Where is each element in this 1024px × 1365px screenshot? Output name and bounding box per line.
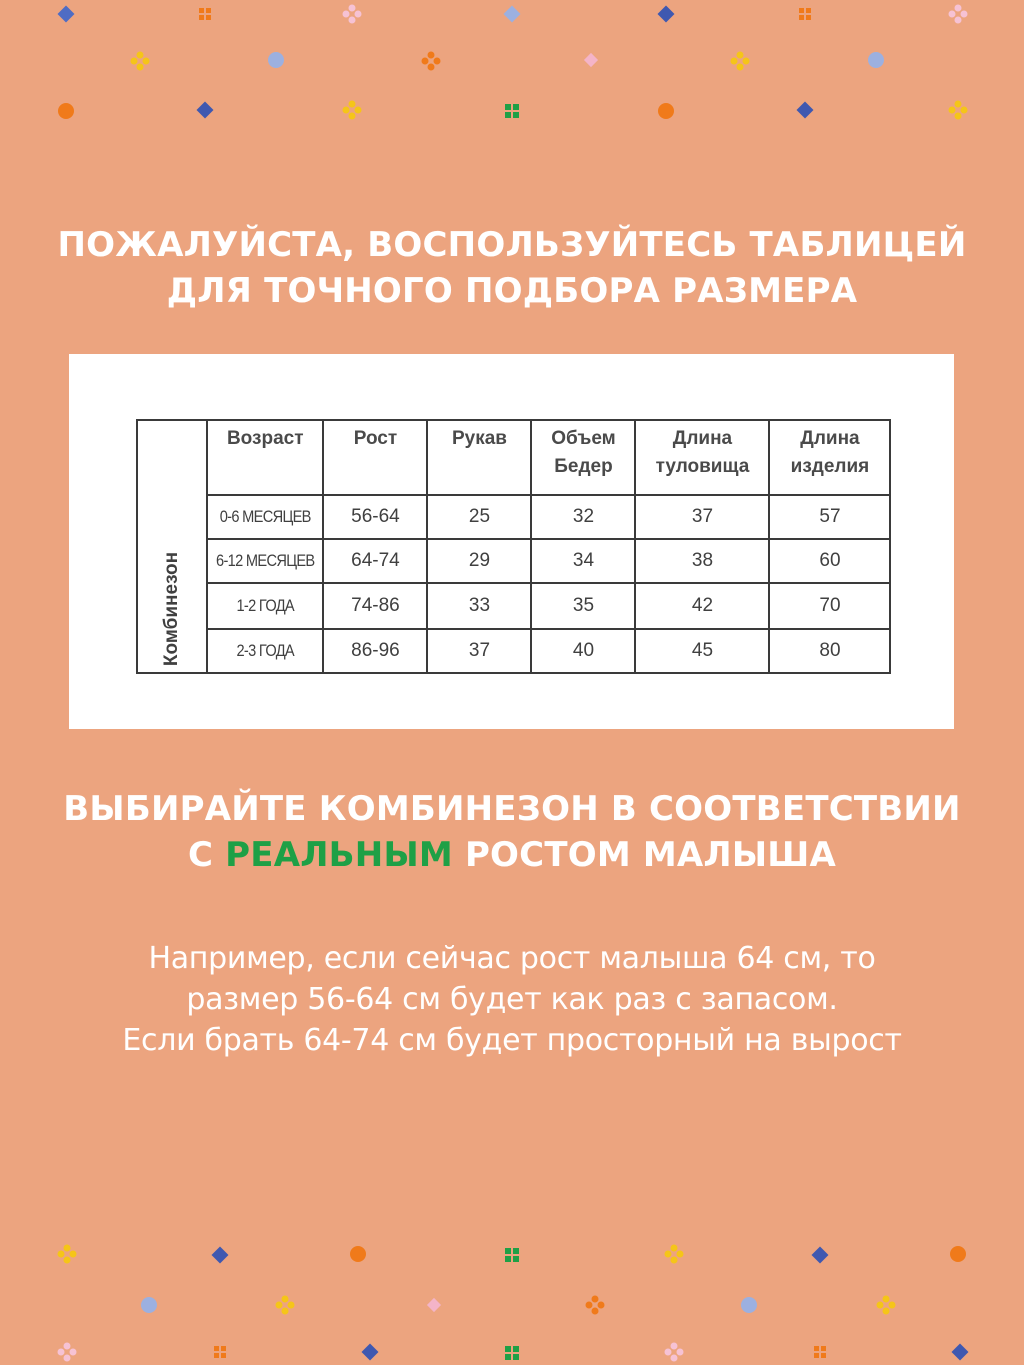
column-header-torso-length: Длина туловища: [635, 420, 769, 495]
bottom-decoration: [0, 1230, 1024, 1365]
sprinkle-cluster-icon: [131, 52, 968, 120]
sprinkle-diamond-icon: [58, 6, 814, 119]
table-cell: 57: [769, 495, 890, 539]
column-header-age: Возраст: [207, 420, 323, 495]
table-cell: 86-96: [323, 629, 427, 673]
table-cell: 32: [531, 495, 635, 539]
table-cell: 29: [427, 539, 531, 583]
sprinkle-cluster-icon: [58, 1245, 896, 1315]
top-headline: [0, 222, 1024, 314]
table-cell: 70: [769, 583, 890, 629]
example-note-line2: размер 56-64 см будет как раз с запасом.: [186, 982, 838, 1017]
example-note-line1: Например, если сейчас рост малыша 64 см, то: [148, 941, 876, 976]
top-headline-line1: ПОЖАЛУЙСТА, ВОСПОЛЬЗУЙТЕСЬ ТАБЛИЦЕЙ: [57, 225, 967, 265]
sprinkle-green-icon: [505, 104, 519, 118]
side-label-cell: [137, 420, 207, 673]
table-cell: 37: [635, 495, 769, 539]
table-cell: 33: [427, 583, 531, 629]
table-cell: 42: [635, 583, 769, 629]
bottom-headline-prefix: С: [187, 835, 226, 875]
table-cell: 74-86: [323, 583, 427, 629]
table-cell: 37: [427, 629, 531, 673]
table-row: [137, 629, 890, 673]
table-cell: 45: [635, 629, 769, 673]
column-header-height: Рост: [323, 420, 427, 495]
sprinkle-pink-cluster-icon: [343, 5, 968, 24]
column-header-hips: Объем Бедер: [531, 420, 635, 495]
bottom-headline: [0, 786, 1024, 878]
sprinkle-pink-cluster-icon: [58, 1343, 684, 1362]
table-cell: 56-64: [323, 495, 427, 539]
table-cell-age: 1-2 ГОДА: [215, 583, 315, 629]
top-decoration: [0, 0, 1024, 130]
table-cell: 60: [769, 539, 890, 583]
table-cell: 38: [635, 539, 769, 583]
table-row: [137, 495, 890, 539]
sprinkle-green-icon: [505, 1248, 519, 1360]
bottom-headline-accent: РЕАЛЬНЫМ: [225, 835, 453, 875]
sprinkle-orange-cluster-icon: [214, 1296, 826, 1359]
table-cell-age: 6-12 МЕСЯЦЕВ: [215, 539, 315, 583]
column-header-item-length: Длина изделия: [769, 420, 890, 495]
sprinkle-orange-cluster-icon: [199, 8, 811, 71]
sprinkle-diamond-icon: [212, 1247, 969, 1361]
column-header-sleeve: Рукав: [427, 420, 531, 495]
table-cell: 80: [769, 629, 890, 673]
table-cell-age: 2-3 ГОДА: [215, 629, 315, 673]
table-cell: 25: [427, 495, 531, 539]
side-label: Комбинезон: [161, 551, 182, 666]
table-cell-age: 0-6 МЕСЯЦЕВ: [215, 495, 315, 539]
table-header-row: [137, 420, 890, 495]
bottom-headline-suffix: РОСТОМ МАЛЫША: [452, 835, 837, 875]
bottom-headline-line1: ВЫБИРАЙТЕ КОМБИНЕЗОН В СООТВЕТСТВИИ: [63, 789, 961, 829]
example-note-line3: Если брать 64-74 см будет просторный на вырост: [122, 1023, 902, 1058]
bottom-headline-line2: [0, 832, 1024, 878]
sprinkle-dot-icon: [141, 1246, 966, 1313]
sprinkle-dot-icon: [58, 52, 884, 119]
table-row: [137, 583, 890, 629]
table-cell: 35: [531, 583, 635, 629]
table-cell: 40: [531, 629, 635, 673]
example-note: [0, 938, 1024, 1061]
top-headline-line2: ДЛЯ ТОЧНОГО ПОДБОРА РАЗМЕРА: [166, 271, 858, 311]
table-row: [137, 539, 890, 583]
table-cell: 64-74: [323, 539, 427, 583]
size-table: [136, 419, 891, 674]
table-cell: 34: [531, 539, 635, 583]
size-table-card: [69, 354, 954, 729]
